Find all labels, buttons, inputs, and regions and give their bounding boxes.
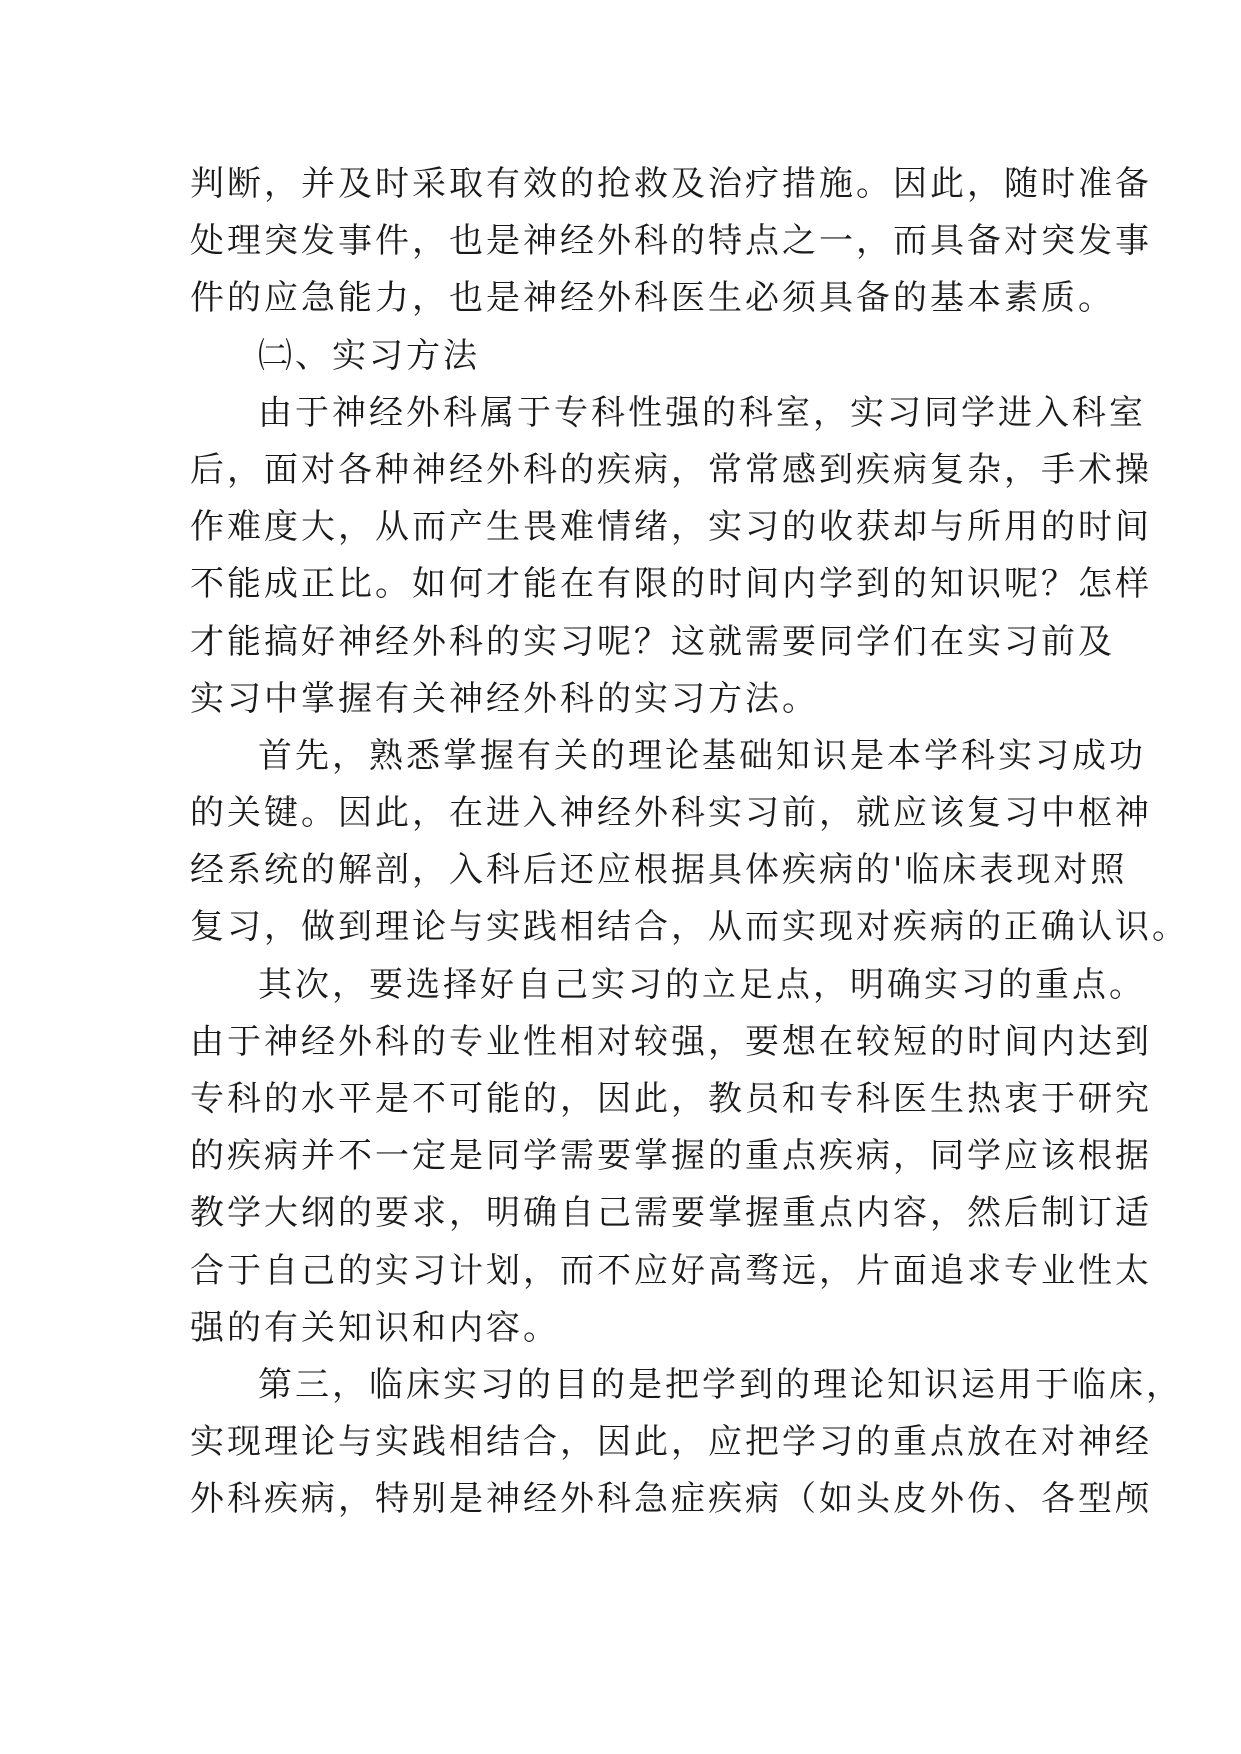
section-heading: ㈡、实习方法: [258, 335, 480, 376]
text-line: 首先，熟悉掌握有关的理论基础知识是本学科实习成功: [258, 735, 1146, 776]
text-line: 其次，要选择好自己实习的立足点，明确实习的重点。: [258, 964, 1146, 1005]
text-line: 实现理论与实践相结合，因此，应把学习的重点放在对神经: [190, 1422, 1152, 1463]
text-line: 教学大纲的要求，明确自己需要掌握重点内容，然后制订适: [190, 1193, 1152, 1234]
text-line: 由于神经外科属于专科性强的科室，实习同学进入科室: [258, 392, 1146, 433]
text-line: 经系统的解剖，入科后还应根据具体疾病的'临床表现对照: [190, 850, 1128, 891]
text-line: 作难度大，从而产生畏难情绪，实习的收获却与所用的时间: [190, 507, 1152, 548]
text-line: 合于自己的实习计划，而不应好高骛远，片面追求专业性太: [190, 1250, 1152, 1291]
text-line: 后，面对各种神经外科的疾病，常常感到疾病复杂，手术操: [190, 449, 1152, 490]
document-body: [190, 156, 1189, 1529]
text-line: 专科的水平是不可能的，因此，教员和专科医生热衷于研究: [190, 1079, 1152, 1119]
text-line: 件的应急能力，也是神经外科医生必须具备的基本素质。: [190, 278, 1115, 319]
text-line: 才能搞好神经外科的实习呢？这就需要同学们在实习前及: [190, 621, 1115, 662]
text-line: 由于神经外科的专业性相对较强，要想在较短的时间内达到: [190, 1021, 1152, 1062]
text-line: 外科疾病，特别是神经外科急症疾病（如头皮外伤、各型颅: [190, 1479, 1152, 1520]
text-line: 第三，临床实习的目的是把学到的理论知识运用于临床，: [258, 1364, 1183, 1405]
text-line: 实习中掌握有关神经外科的实习方法。: [190, 678, 819, 719]
text-line: 判断，并及时采取有效的抢救及治疗措施。因此，随时准备: [190, 164, 1152, 204]
text-line: 强的有关知识和内容。: [190, 1307, 560, 1348]
text-line: 的关键。因此，在进入神经外科实习前，就应该复习中枢神: [190, 793, 1152, 834]
text-line: 的疾病并不一定是同学需要掌握的重点疾病，同学应该根据: [190, 1136, 1152, 1177]
text-line: 处理突发事件，也是神经外科的特点之一，而具备对突发事: [190, 221, 1152, 262]
text-line: 不能成正比。如何才能在有限的时间内学到的知识呢？怎样: [190, 564, 1152, 605]
text-line: 复习，做到理论与实践相结合，从而实现对疾病的正确认识。: [190, 907, 1189, 948]
